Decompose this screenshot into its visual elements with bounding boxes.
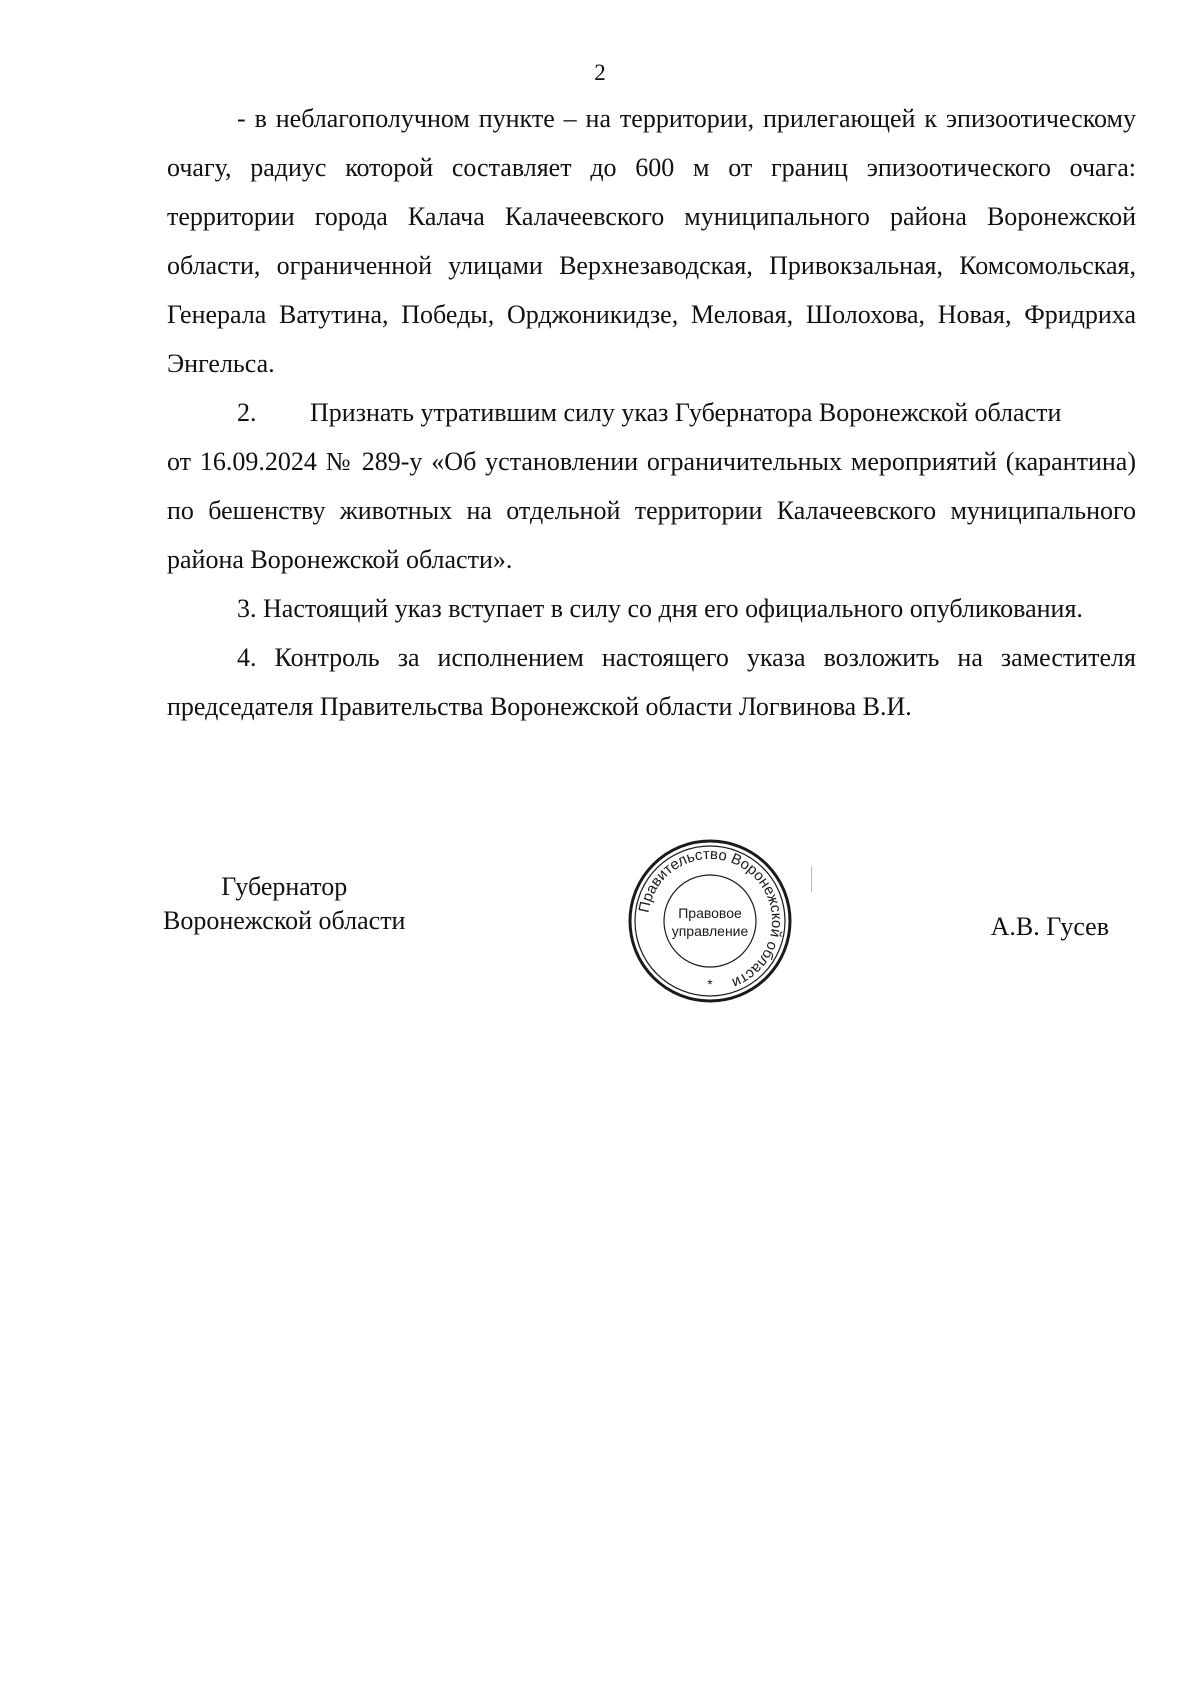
item-4-paragraph: 4. Контроль за исполнением настоящего указа возложить на заместителя председателя Правительства Воронежской области Логвинова В.И. <box>167 643 1136 721</box>
signatory-position <box>163 870 405 938</box>
signatory-position-line-1: Губернатор <box>221 872 348 901</box>
item-2-paragraph <box>167 388 1136 584</box>
official-stamp <box>625 836 795 1006</box>
item-3-paragraph: 3. Настоящий указ вступает в силу со дня его официального опубликования. <box>237 594 1083 623</box>
stamp-star: * <box>707 976 713 992</box>
signatory-position-line-2: Воронежской области <box>163 906 406 935</box>
stamp-center-line-2: управление <box>671 923 749 939</box>
item-2-continuation: от 16.09.2024 № 289-у «Об установлении ограничительных мероприятий (карантина) по бешенству животных на отдельной территории Калачеевского муниципального района Воронежской области». <box>167 447 1136 574</box>
item-2-first-line: Признать утратившим силу указ Губернатора Воронежской области <box>310 398 1062 427</box>
item-2-number: 2. <box>237 398 257 427</box>
territory-paragraph: - в неблагополучном пункте – на территории, прилегающей к эпизоотическому очагу, радиус которой составляет до 600 м от границ эпизоотического очага: территории города Калача Калачеевского муниципального района Воронежской области, ограниченной улицами Верхнезаводская, Привокзальная, Комсомольская, Генерала Ватутина, Победы, Орджоникидзе, Меловая, Шолохова, Новая, Фридриха Энгельса. <box>167 104 1136 378</box>
stamp-ring-text: Правительство Воронежской области <box>635 845 786 992</box>
page-number: 2 <box>594 60 606 85</box>
signatory-name: А.В. Гусев <box>990 912 1109 941</box>
document-body <box>167 94 1136 731</box>
signature-block <box>163 845 1143 1010</box>
stamp-center-line-1: Правовое <box>678 905 742 921</box>
